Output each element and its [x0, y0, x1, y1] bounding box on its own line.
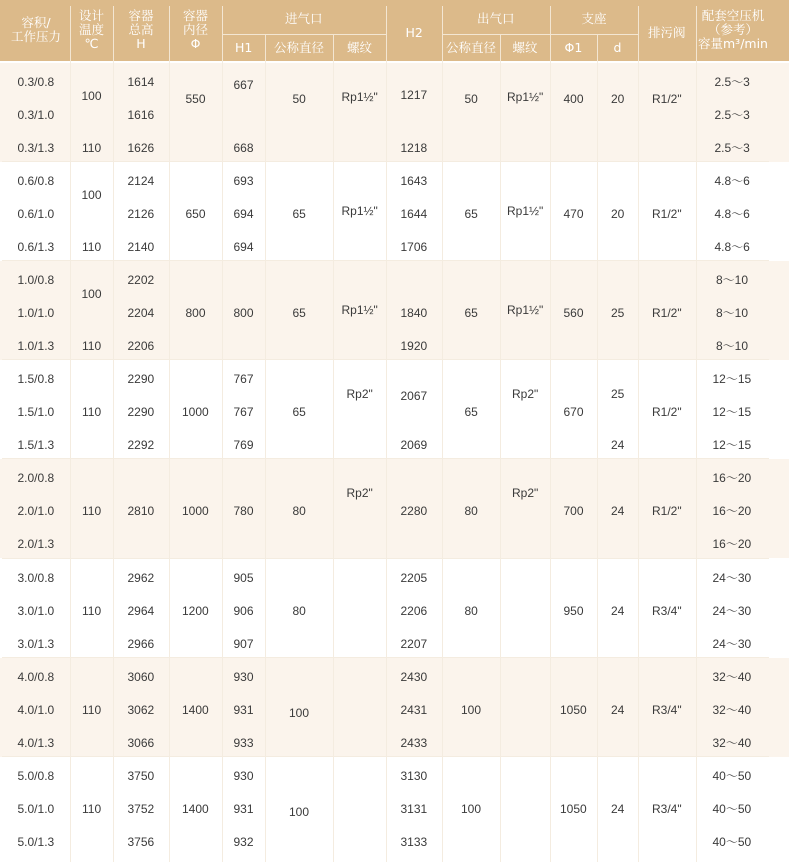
- design-temp-cell: 100: [81, 187, 102, 202]
- capacity-pressure-cell: 0.3/1.3: [17, 141, 55, 155]
- inlet-h1-cell: 905: [233, 570, 254, 585]
- vessel-height-cell: 2126: [127, 207, 155, 222]
- design-temp-cell: 110: [82, 702, 102, 717]
- compressor-capacity-cell: 32～40: [712, 702, 752, 717]
- vessel-height-cell: 2290: [127, 372, 155, 387]
- outlet-h2-cell: 2280: [400, 504, 428, 519]
- design-temp-cell: 110: [82, 801, 102, 816]
- capacity-pressure-cell: 1.5/0.8: [17, 372, 55, 387]
- capacity-pressure-cell: 0.6/1.3: [17, 240, 55, 255]
- header-divider: [386, 6, 387, 61]
- support-d-cell: 24: [611, 702, 625, 717]
- header-capacity-pressure-line: 容积/: [21, 15, 51, 30]
- outlet-nominal-diameter-cell: 100: [461, 801, 482, 816]
- inlet-thread-cell: Rp1½": [341, 89, 378, 104]
- inlet-h1-cell: 932: [233, 834, 254, 849]
- outlet-thread-cell: Rp2": [512, 486, 539, 501]
- header-outlet-thread: 螺纹: [512, 40, 538, 55]
- inlet-thread-cell: Rp1½": [341, 204, 378, 219]
- outlet-h2-cell: 1218: [400, 141, 428, 155]
- column-divider: [442, 61, 443, 862]
- inlet-h1-cell: 694: [233, 207, 254, 222]
- support-d-cell: 24: [611, 801, 625, 816]
- capacity-pressure-cell: 1.5/1.0: [17, 405, 55, 420]
- design-temp-cell: 110: [82, 603, 102, 618]
- design-temp-cell: 110: [82, 504, 102, 519]
- inlet-h1-cell: 693: [233, 174, 254, 189]
- outlet-h2-cell: 2430: [400, 669, 428, 684]
- header-group-underline: [442, 34, 638, 35]
- capacity-pressure-cell: 0.3/0.8: [17, 75, 55, 89]
- vessel-diameter-cell: 650: [185, 207, 206, 222]
- inlet-h1-cell: 906: [233, 603, 254, 618]
- outlet-h2-cell: 1643: [400, 174, 428, 189]
- vessel-diameter-cell: 1000: [182, 504, 209, 519]
- inlet-thread-cell: Rp2": [346, 387, 373, 402]
- support-phi1-cell: 1050: [560, 702, 587, 717]
- inlet-h1-cell: 668: [233, 141, 254, 155]
- inlet-nominal-diameter-cell: 80: [292, 504, 306, 519]
- compressor-capacity-cell: 32～40: [712, 669, 752, 684]
- design-temp-cell: 110: [82, 339, 102, 354]
- vessel-height-cell: 1616: [127, 108, 155, 122]
- outlet-h2-cell: 1644: [400, 207, 428, 222]
- header-subdivider: [500, 34, 501, 61]
- outlet-nominal-diameter-cell: 80: [464, 603, 478, 618]
- design-temp-cell: 100: [81, 88, 102, 103]
- support-d-cell: 25: [611, 387, 625, 402]
- compressor-capacity-cell: 40～50: [712, 834, 752, 849]
- vessel-height-cell: 2292: [127, 438, 155, 453]
- outlet-thread-cell: Rp1½": [507, 89, 544, 104]
- outlet-thread-cell: Rp1½": [507, 303, 544, 318]
- outlet-h2-cell: 3133: [400, 834, 428, 849]
- capacity-pressure-cell: 1.0/1.0: [17, 306, 55, 321]
- support-d-cell: 24: [611, 438, 625, 453]
- inlet-h1-cell: 931: [233, 702, 254, 717]
- vessel-height-cell: 1614: [127, 75, 155, 89]
- outlet-nominal-diameter-cell: 80: [464, 504, 478, 519]
- outlet-thread-cell: Rp2": [512, 387, 539, 402]
- header-compressor-capacity-line: （参考）: [707, 22, 758, 37]
- capacity-pressure-cell: 4.0/1.0: [17, 702, 55, 717]
- drain-valve-cell: R3/4": [652, 801, 682, 816]
- vessel-height-cell: 3060: [127, 669, 155, 684]
- header-design-temp-line: 温度: [79, 22, 105, 37]
- support-phi1-cell: 1050: [560, 801, 587, 816]
- drain-valve-cell: R3/4": [652, 702, 682, 717]
- vessel-height-cell: 1626: [127, 141, 155, 155]
- compressor-capacity-cell: 8～10: [716, 339, 749, 354]
- header-design-temp-line: ℃: [84, 36, 99, 51]
- capacity-pressure-cell: 5.0/1.0: [17, 801, 55, 816]
- inlet-h1-cell: 767: [233, 372, 254, 387]
- outlet-h2-cell: 2205: [400, 570, 428, 585]
- header-vessel-height-line: H: [136, 36, 146, 51]
- compressor-capacity-cell: 2.5～3: [714, 141, 750, 155]
- inlet-h1-cell: 667: [233, 77, 254, 92]
- column-divider: [386, 61, 387, 862]
- vessel-height-cell: 2202: [127, 273, 155, 288]
- header-design-temp: [79, 9, 104, 51]
- capacity-pressure-cell: 4.0/1.3: [17, 735, 55, 750]
- compressor-capacity-cell: 16～20: [712, 471, 752, 486]
- compressor-capacity-cell: 2.5～3: [714, 75, 750, 89]
- capacity-pressure-cell: 3.0/1.0: [17, 603, 55, 618]
- outlet-nominal-diameter-cell: 65: [464, 405, 478, 420]
- outlet-nominal-diameter-cell: 100: [461, 702, 482, 717]
- capacity-pressure-cell: 4.0/0.8: [17, 669, 55, 684]
- compressor-capacity-cell: 24～30: [712, 636, 752, 651]
- compressor-capacity-cell: 12～15: [712, 438, 752, 453]
- group-divider: [2, 458, 769, 459]
- support-phi1-cell: 670: [563, 405, 584, 420]
- design-temp-cell: 110: [82, 240, 102, 255]
- outlet-h2-cell: 2069: [400, 438, 428, 453]
- capacity-pressure-cell: 3.0/0.8: [17, 570, 55, 585]
- outlet-h2-cell: 1706: [400, 240, 428, 255]
- compressor-capacity-cell: 4.8～6: [714, 207, 750, 222]
- inlet-h1-cell: 930: [233, 669, 254, 684]
- header-inlet-thread: 螺纹: [347, 40, 373, 55]
- column-divider: [70, 61, 71, 862]
- design-temp-cell: 110: [82, 405, 102, 420]
- header-outlet: 出气口: [477, 11, 515, 26]
- support-d-cell: 25: [611, 306, 625, 321]
- outlet-nominal-diameter-cell: 65: [464, 306, 478, 321]
- column-divider: [265, 61, 266, 862]
- vessel-height-cell: 2962: [127, 570, 155, 585]
- column-divider: [333, 61, 334, 862]
- inlet-nominal-diameter-cell: 50: [292, 91, 306, 106]
- compressor-capacity-cell: 24～30: [712, 570, 752, 585]
- header-inlet-nominal-diameter: 公称直径: [274, 40, 325, 55]
- outlet-h2-cell: 2431: [400, 702, 428, 717]
- column-divider: [169, 61, 170, 862]
- column-divider: [222, 61, 223, 862]
- inlet-h1-cell: 930: [233, 768, 254, 783]
- column-divider: [550, 61, 551, 862]
- header-d: d: [613, 40, 622, 55]
- drain-valve-cell: R1/2": [652, 504, 682, 519]
- capacity-pressure-cell: 2.0/0.8: [17, 471, 55, 486]
- header-divider: [638, 6, 639, 61]
- header-divider: [696, 6, 697, 61]
- compressor-capacity-cell: 40～50: [712, 768, 752, 783]
- design-temp-cell: 110: [82, 141, 102, 155]
- outlet-h2-cell: 3131: [400, 801, 428, 816]
- vessel-height-cell: 2204: [127, 306, 155, 321]
- header-subdivider: [597, 34, 598, 61]
- inlet-h1-cell: 694: [233, 240, 254, 255]
- capacity-pressure-cell: 2.0/1.0: [17, 504, 55, 519]
- inlet-nominal-diameter-cell: 65: [292, 306, 306, 321]
- vessel-height-cell: 2124: [127, 174, 155, 189]
- row-group-band: [0, 63, 789, 162]
- header-compressor-capacity: [698, 9, 768, 51]
- vessel-height-cell: 2206: [127, 339, 155, 354]
- inlet-h1-cell: 800: [233, 306, 254, 321]
- compressor-capacity-cell: 4.8～6: [714, 174, 750, 189]
- inlet-nominal-diameter-cell: 65: [292, 405, 306, 420]
- vessel-height-cell: 3752: [127, 801, 155, 816]
- header-divider: [70, 6, 71, 61]
- vessel-height-cell: 3750: [127, 768, 155, 783]
- capacity-pressure-cell: 0.6/0.8: [17, 174, 55, 189]
- header-subdivider: [265, 34, 266, 61]
- inlet-h1-cell: 933: [233, 735, 254, 750]
- inlet-h1-cell: 767: [233, 405, 254, 420]
- capacity-pressure-cell: 2.0/1.3: [17, 537, 55, 552]
- inlet-h1-cell: 931: [233, 801, 254, 816]
- header-vessel-diameter: [183, 9, 208, 51]
- support-phi1-cell: 700: [563, 504, 584, 519]
- compressor-capacity-cell: 24～30: [712, 603, 752, 618]
- drain-valve-cell: R1/2": [652, 91, 682, 106]
- header-group-underline: [222, 34, 386, 35]
- header-h2: H2: [405, 25, 423, 40]
- vessel-diameter-cell: 1200: [182, 603, 209, 618]
- header-phi1: Φ1: [564, 40, 583, 55]
- column-divider: [597, 61, 598, 862]
- outlet-nominal-diameter-cell: 65: [464, 207, 478, 222]
- capacity-pressure-cell: 5.0/1.3: [17, 834, 55, 849]
- inlet-h1-cell: 780: [233, 504, 254, 519]
- vessel-diameter-cell: 1000: [182, 405, 209, 420]
- outlet-h2-cell: 1920: [400, 339, 428, 354]
- column-divider: [113, 61, 114, 862]
- vessel-height-cell: 3062: [127, 702, 155, 717]
- design-temp-cell: 100: [81, 286, 102, 301]
- capacity-pressure-cell: 1.0/1.3: [17, 339, 55, 354]
- capacity-pressure-cell: 1.5/1.3: [17, 438, 55, 453]
- header-vessel-diameter-line: 内径: [183, 22, 209, 37]
- header-compressor-capacity-line: 容量m³/min: [698, 36, 768, 51]
- vessel-diameter-cell: 1400: [182, 702, 209, 717]
- header-vessel-diameter-line: Φ: [190, 36, 201, 51]
- header-compressor-capacity-line: 配套空压机: [701, 8, 765, 23]
- vessel-diameter-cell: 1400: [182, 801, 209, 816]
- inlet-thread-cell: Rp1½": [341, 303, 378, 318]
- header-capacity-pressure: [11, 16, 61, 44]
- header-outlet-nominal-diameter: 公称直径: [446, 40, 497, 55]
- compressor-capacity-cell: 16～20: [712, 537, 752, 552]
- outlet-h2-cell: 2206: [400, 603, 428, 618]
- header-support: 支座: [581, 11, 607, 26]
- support-phi1-cell: 560: [563, 306, 584, 321]
- vessel-diameter-cell: 800: [185, 306, 206, 321]
- inlet-nominal-diameter-cell: 100: [289, 705, 310, 720]
- support-d-cell: 20: [611, 91, 625, 106]
- vessel-height-cell: 2966: [127, 636, 155, 651]
- inlet-thread-cell: Rp2": [346, 486, 373, 501]
- vessel-height-cell: 2290: [127, 405, 155, 420]
- header-vessel-height: [129, 9, 154, 51]
- outlet-h2-cell: 1217: [400, 87, 428, 102]
- vessel-height-cell: 2810: [127, 504, 155, 519]
- vessel-height-cell: 2140: [127, 240, 155, 255]
- compressor-capacity-cell: 16～20: [712, 504, 752, 519]
- support-d-cell: 20: [611, 207, 625, 222]
- group-divider: [2, 756, 769, 757]
- inlet-h1-cell: 769: [233, 438, 254, 453]
- support-d-cell: 24: [611, 504, 625, 519]
- outlet-thread-cell: Rp1½": [507, 204, 544, 219]
- column-divider: [500, 61, 501, 862]
- support-phi1-cell: 950: [563, 603, 584, 618]
- group-divider: [2, 161, 769, 162]
- group-divider: [2, 260, 769, 261]
- header-drain-valve: 排污阀: [648, 25, 686, 40]
- vessel-diameter-cell: 550: [185, 91, 206, 106]
- header-divider: [113, 6, 114, 61]
- group-divider: [2, 558, 769, 559]
- compressor-capacity-cell: 2.5～3: [714, 108, 750, 122]
- inlet-nominal-diameter-cell: 100: [289, 804, 310, 819]
- column-divider: [638, 61, 639, 862]
- drain-valve-cell: R1/2": [652, 405, 682, 420]
- vessel-height-cell: 3066: [127, 735, 155, 750]
- capacity-pressure-cell: 3.0/1.3: [17, 636, 55, 651]
- drain-valve-cell: R1/2": [652, 207, 682, 222]
- column-divider: [696, 61, 697, 862]
- compressor-capacity-cell: 32～40: [712, 735, 752, 750]
- outlet-h2-cell: 2067: [400, 388, 428, 403]
- capacity-pressure-cell: 5.0/0.8: [17, 768, 55, 783]
- inlet-h1-cell: 907: [233, 636, 254, 651]
- group-divider: [2, 359, 769, 360]
- vessel-height-cell: 2964: [127, 603, 155, 618]
- header-capacity-pressure-line: 工作压力: [11, 29, 62, 44]
- header-vessel-height-line: 容器: [128, 8, 154, 23]
- support-phi1-cell: 400: [563, 91, 584, 106]
- group-divider: [2, 657, 769, 658]
- compressor-capacity-cell: 4.8～6: [714, 240, 750, 255]
- capacity-pressure-cell: 0.3/1.0: [17, 108, 55, 122]
- compressor-capacity-cell: 12～15: [712, 405, 752, 420]
- inlet-nominal-diameter-cell: 65: [292, 207, 306, 222]
- outlet-nominal-diameter-cell: 50: [464, 91, 478, 106]
- support-phi1-cell: 470: [563, 207, 584, 222]
- drain-valve-cell: R3/4": [652, 603, 682, 618]
- inlet-nominal-diameter-cell: 80: [292, 603, 306, 618]
- outlet-h2-cell: 3130: [400, 768, 428, 783]
- compressor-capacity-cell: 40～50: [712, 801, 752, 816]
- compressor-capacity-cell: 8～10: [716, 306, 749, 321]
- header-subdivider: [333, 34, 334, 61]
- header-divider: [169, 6, 170, 61]
- header-h1: H1: [235, 40, 253, 55]
- header-vessel-height-line: 总高: [128, 22, 154, 37]
- outlet-h2-cell: 1840: [400, 306, 428, 321]
- capacity-pressure-cell: 0.6/1.0: [17, 207, 55, 222]
- compressor-capacity-cell: 12～15: [712, 372, 752, 387]
- drain-valve-cell: R1/2": [652, 306, 682, 321]
- header-inlet: 进气口: [285, 11, 323, 26]
- support-d-cell: 24: [611, 603, 625, 618]
- header-design-temp-line: 设计: [79, 8, 105, 23]
- compressor-capacity-cell: 8～10: [716, 273, 749, 288]
- capacity-pressure-cell: 1.0/0.8: [17, 273, 55, 288]
- vessel-height-cell: 3756: [127, 834, 155, 849]
- header-vessel-diameter-line: 容器: [183, 8, 209, 23]
- outlet-h2-cell: 2433: [400, 735, 428, 750]
- outlet-h2-cell: 2207: [400, 636, 428, 651]
